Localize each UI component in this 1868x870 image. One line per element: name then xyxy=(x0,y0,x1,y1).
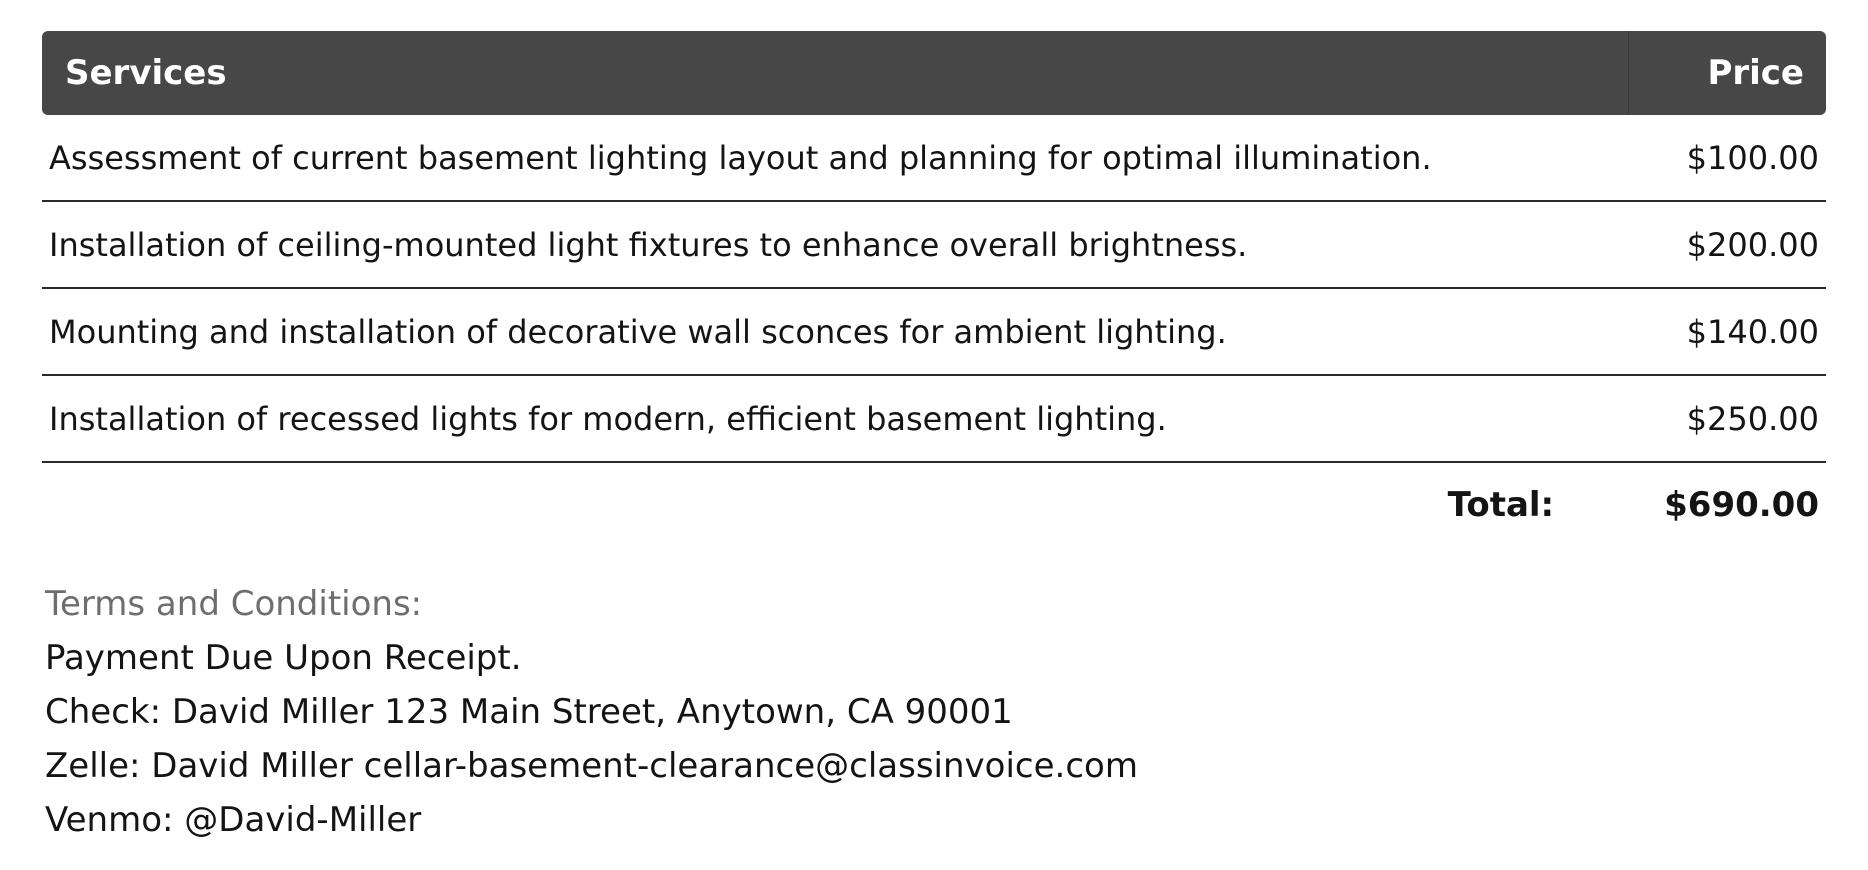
price-column-header: Price xyxy=(1628,31,1826,115)
terms-section xyxy=(45,582,1138,852)
table-row xyxy=(42,115,1826,202)
services-column-header: Services xyxy=(65,53,227,93)
table-row xyxy=(42,202,1826,289)
total-amount: $690.00 xyxy=(1664,485,1819,525)
services-table xyxy=(42,31,1826,547)
service-price: $100.00 xyxy=(1686,138,1819,177)
table-header xyxy=(42,31,1826,115)
payment-due-text: Payment Due Upon Receipt. xyxy=(45,638,522,678)
check-payment-text: Check: David Miller 123 Main Street, Anytown, CA 90001 xyxy=(45,692,1013,732)
table-row xyxy=(42,289,1826,376)
zelle-payment-text: Zelle: David Miller cellar-basement-clearance@classinvoice.com xyxy=(45,746,1138,786)
venmo-payment-text: Venmo: @David-Miller xyxy=(45,800,422,840)
service-description: Mounting and installation of decorative wall sconces for ambient lighting. xyxy=(49,312,1227,351)
service-description: Assessment of current basement lighting layout and planning for optimal illumination. xyxy=(49,138,1432,177)
total-label: Total: xyxy=(1447,485,1555,525)
service-description: Installation of recessed lights for modern, efficient basement lighting. xyxy=(49,399,1167,438)
total-row xyxy=(42,463,1826,547)
service-price: $200.00 xyxy=(1686,225,1819,264)
service-description: Installation of ceiling-mounted light fixtures to enhance overall brightness. xyxy=(49,225,1248,264)
table-row xyxy=(42,376,1826,463)
service-price: $250.00 xyxy=(1686,399,1819,438)
terms-title: Terms and Conditions: xyxy=(45,584,423,624)
service-price: $140.00 xyxy=(1686,312,1819,351)
